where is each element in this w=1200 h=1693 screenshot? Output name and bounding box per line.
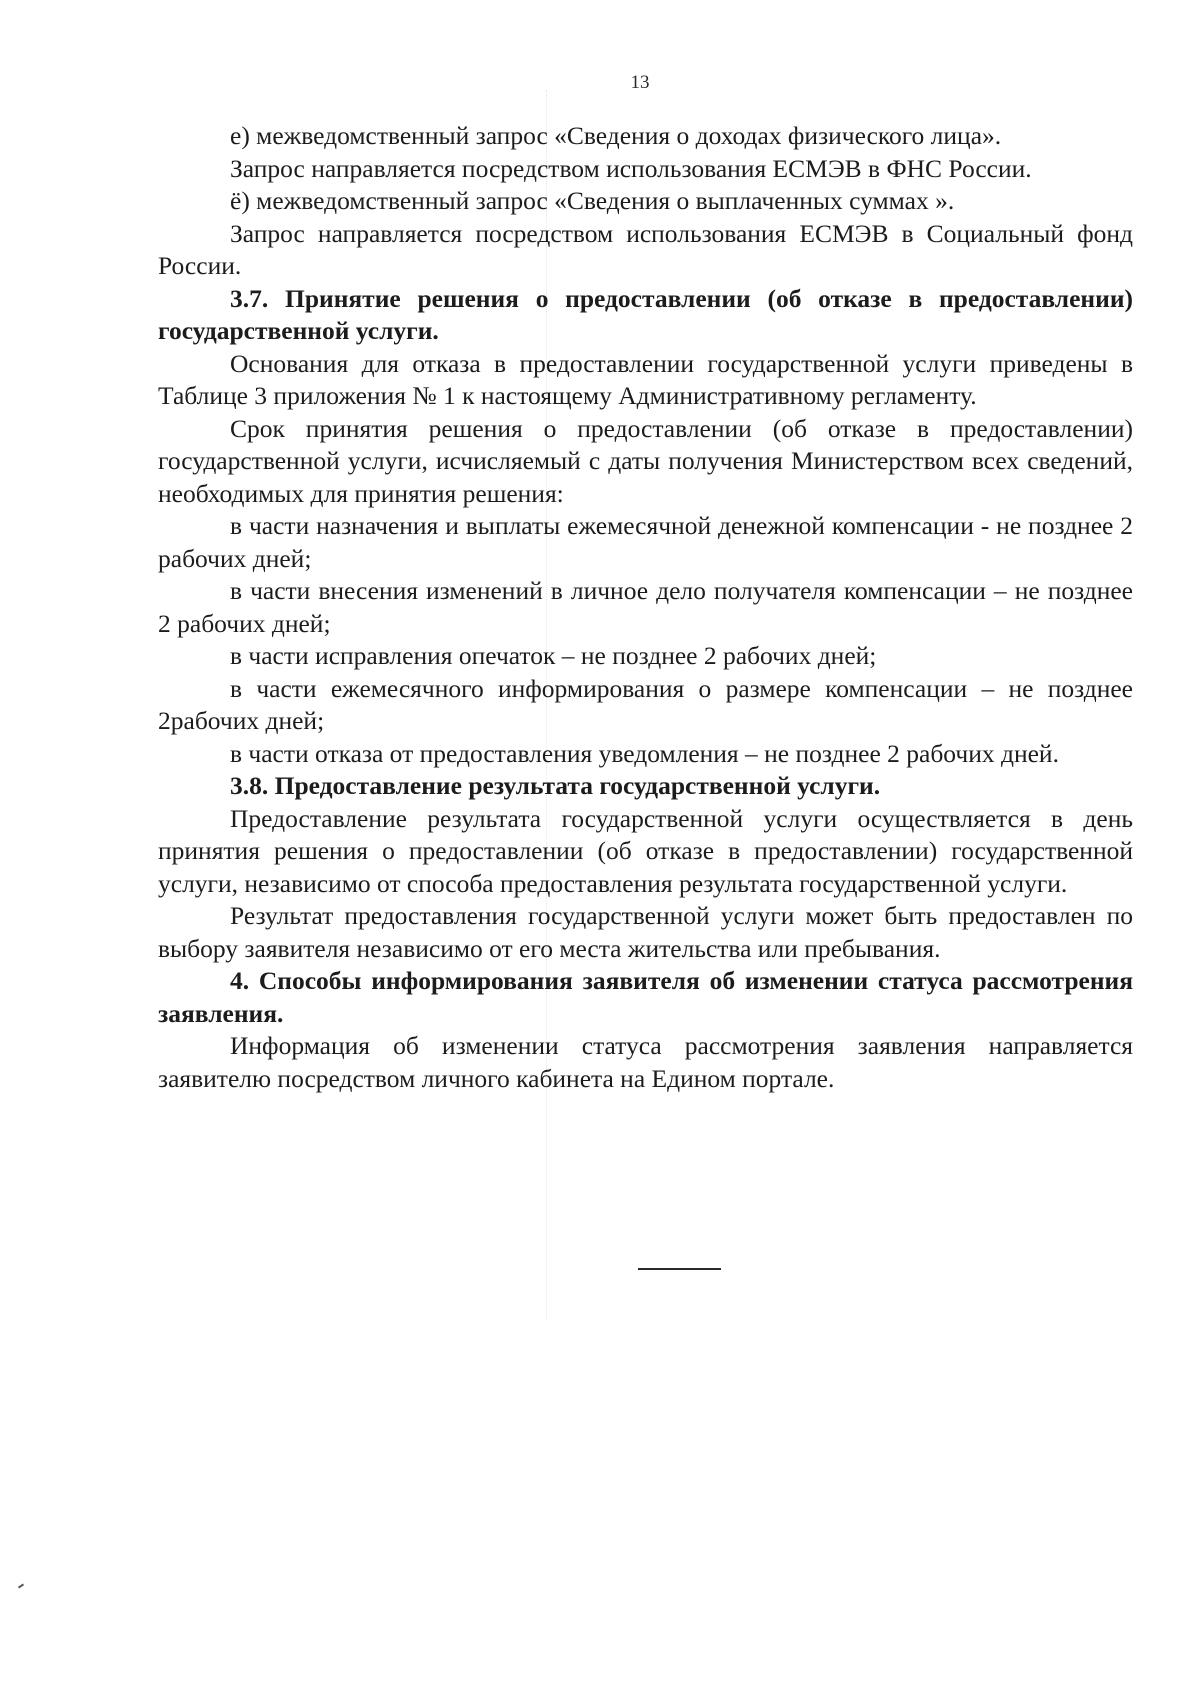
section-heading-3-7: 3.7. Принятие решения о предоставлении (об отказе в предоставлении) государственной услуги. xyxy=(158,283,1133,345)
paragraph-term-assignment: в части назначения и выплаты ежемесячной денежной компенсации - не позднее 2 рабочих дней; xyxy=(158,511,1133,573)
paragraph-term-corrections: в части исправления опечаток – не позднее 2 рабочих дней; xyxy=(230,641,877,670)
paragraph-refusal-grounds: Основания для отказа в предоставлении государственной услуги приведены в Таблице 3 приложения № 1 к настоящему Административному регламенту. xyxy=(158,348,1133,410)
paragraph-decision-term: Срок принятия решения о предоставлении (об отказе в предоставлении) государственной услуги, исчисляемый с даты получения Министерством всех сведений, необходимых для принятия решения: xyxy=(158,413,1133,508)
paragraph-request-income: е) межведомственный запрос «Сведения о доходах физического лица». xyxy=(230,121,1002,150)
paragraph-result-choice: Результат предоставления государственной услуги может быть предоставлен по выбору заявителя независимо от его места жительства или пребывания. xyxy=(158,901,1133,963)
closing-rule xyxy=(638,1268,721,1270)
page-number: 13 xyxy=(630,72,650,93)
section-heading-4: 4. Способы информирования заявителя об изменении статуса рассмотрения заявления. xyxy=(158,966,1133,1028)
paragraph-request-fns: Запрос направляется посредством использования ЕСМЭВ в ФНС России. xyxy=(230,153,1032,183)
paragraph-term-notification-refusal: в части отказа от предоставления уведомления – не позднее 2 рабочих дней. xyxy=(230,738,1059,768)
scan-speck xyxy=(18,1583,24,1588)
document-body xyxy=(158,120,1133,1095)
paragraph-term-changes: в части внесения изменений в личное дело получателя компенсации – не позднее 2 рабочих дней; xyxy=(158,576,1133,638)
section-heading-3-8: 3.8. Предоставление результата государственной услуги. xyxy=(230,771,881,800)
paragraph-request-social-fund: Запрос направляется посредством использования ЕСМЭВ в Социальный фонд России. xyxy=(158,218,1133,280)
paragraph-term-informing: в части ежемесячного информирования о размере компенсации – не позднее 2рабочих дней; xyxy=(158,673,1133,735)
paragraph-request-payments: ё) межведомственный запрос «Сведения о выплаченных суммах ». xyxy=(230,186,955,215)
paragraph-result-delivery: Предоставление результата государственной услуги осуществляется в день принятия решения о предоставлении (об отказе в предоставлении) государственной услуги, независимо от способа предоставления результата государственной услуги. xyxy=(158,803,1133,898)
paragraph-status-information: Информация об изменении статуса рассмотрения заявления направляется заявителю посредством личного кабинета на Едином портале. xyxy=(158,1031,1133,1093)
